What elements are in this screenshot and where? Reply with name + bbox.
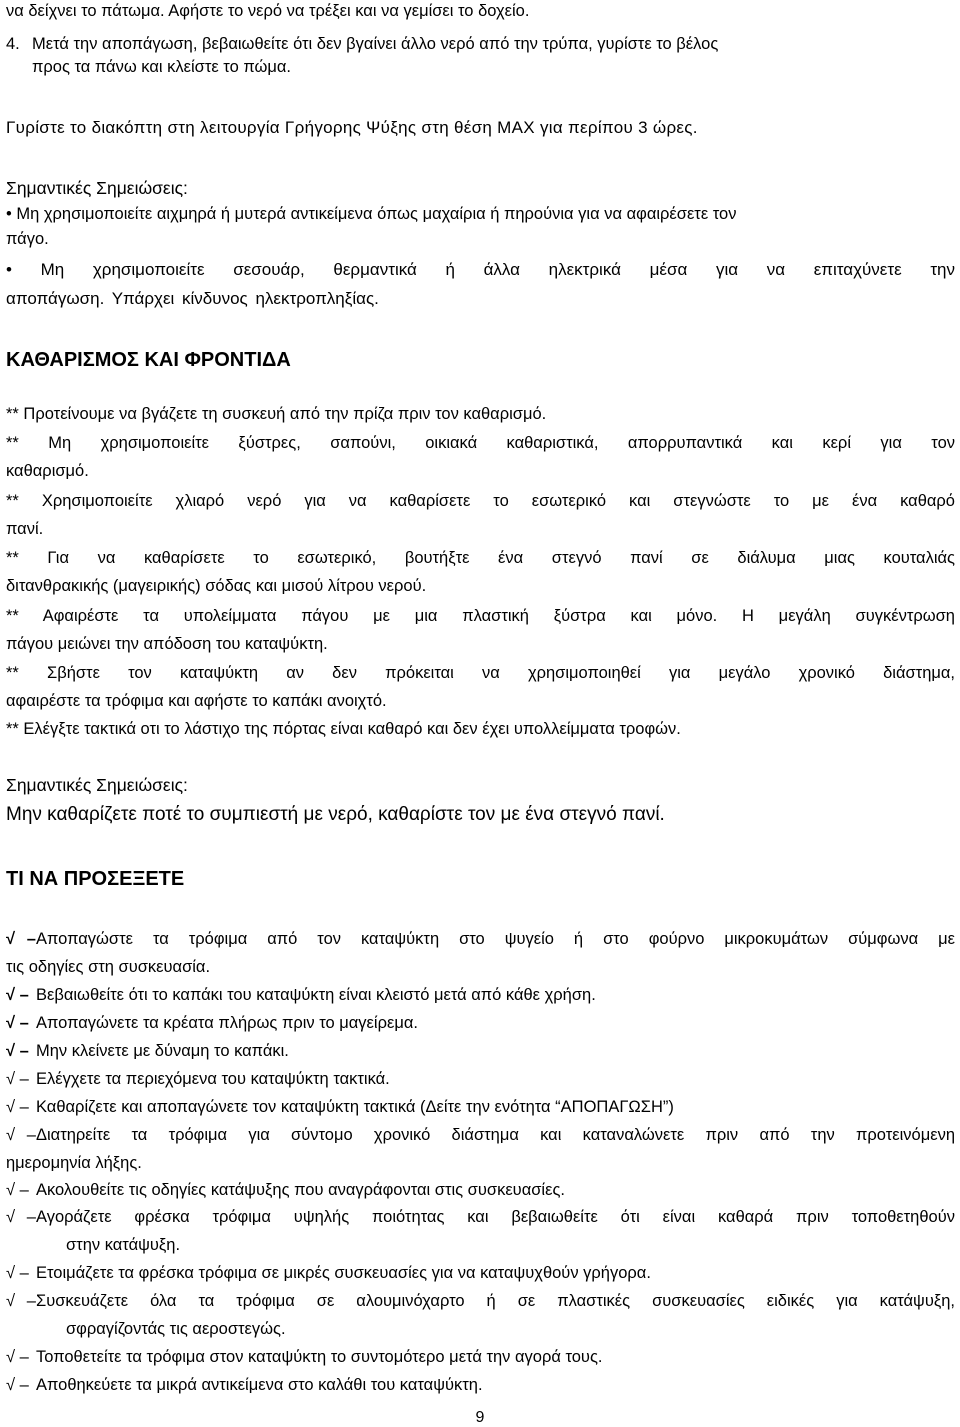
check-item-text: Καθαρίζετε και αποπαγώνετε τον καταψύκτη τακτικά (Δείτε την ενότητα “ΑΠΟΠΑΓΩΣΗ”) <box>36 1098 674 1116</box>
check-mark-icon: √ – <box>6 1070 29 1088</box>
section-heading-cleaning: ΚΑΘΑΡΙΣΜΟΣ ΚΑΙ ΦΡΟΝΤΙΔΑ <box>6 349 291 371</box>
check-item <box>6 1068 955 1090</box>
check-mark-icon: √ – <box>6 1208 36 1226</box>
check-item <box>6 1012 955 1034</box>
check-item <box>6 1040 955 1062</box>
check-item <box>6 1346 955 1368</box>
cleaning-line-continuation: πανί. <box>6 520 44 538</box>
note-bullet-continuation: αποπάγωση. Υπάρχει κίνδυνος ηλεκτροπληξίας. <box>6 289 379 308</box>
cleaning-line-continuation: διτανθρακικής (μαγειρικής) σόδας και μισού λίτρου νερού. <box>6 577 427 595</box>
check-mark-icon: √ – <box>6 1292 36 1310</box>
cleaning-line-continuation: καθαρισμό. <box>6 462 89 480</box>
check-item-text: Ελέγχετε τα περιεχόμενα του καταψύκτη τακτικά. <box>36 1070 390 1088</box>
check-mark-icon: √ – <box>6 1376 29 1394</box>
check-item-continuation: στην κατάψυξη. <box>66 1236 181 1254</box>
check-item-text: Αποπαγώνετε τα κρέατα πλήρως πριν το μαγείρεμα. <box>36 1014 418 1032</box>
check-item-continuation: σφραγίζοντάς τις αεροστεγώς. <box>66 1320 286 1338</box>
check-mark-icon: √ – <box>6 1098 29 1116</box>
check-item-text: Βεβαιωθείτε ότι το καπάκι του καταψύκτη είναι κλειστό μετά από κάθε χρήση. <box>36 986 596 1004</box>
check-item-text: Ετοιμάζετε τα φρέσκα τρόφιμα σε μικρές συσκευασίες για να καταψυχθούν γρήγορα. <box>36 1264 651 1282</box>
check-item <box>6 1096 955 1118</box>
check-item <box>6 1262 955 1284</box>
check-mark-icon: √ – <box>6 986 29 1004</box>
compressor-note: Μην καθαρίζετε ποτέ το συμπιεστή με νερό, καθαρίστε τον με ένα στεγνό πανί. <box>6 804 665 825</box>
check-mark-icon: √ – <box>6 1181 29 1199</box>
step-4-continuation: προς τα πάνω και κλείστε το πώμα. <box>32 58 292 76</box>
check-mark-icon: √ – <box>6 930 36 948</box>
notes-heading: Σημαντικές Σημειώσεις: <box>6 178 188 198</box>
check-mark-icon: √ – <box>6 1014 29 1032</box>
notes-heading: Σημαντικές Σημειώσεις: <box>6 775 188 795</box>
check-item-text: Διατηρείτε τα τρόφιμα για σύντομο χρονικό διάστημα και καταναλώνετε πριν από την προτεινόμενη <box>36 1126 955 1144</box>
cleaning-line: ** Σβήστε τον καταψύκτη αν δεν πρόκειται να χρησιμοποιηθεί για μεγάλο χρονικό διάστημα, <box>6 664 955 682</box>
check-item <box>6 1290 955 1312</box>
step-4-line <box>6 33 955 55</box>
check-item-text: Αγοράζετε φρέσκα τρόφιμα υψηλής ποιότητας και βεβαιωθείτε ότι είναι καθαρά πριν τοποθετηθούν <box>36 1208 955 1226</box>
check-mark-icon: √ – <box>6 1126 36 1144</box>
note-bullet: • Μη χρησιμοποιείτε αιχμηρά ή μυτερά αντικείμενα όπως μαχαίρια ή πηρούνια για να αφαιρέσετε τον <box>6 205 737 223</box>
check-mark-icon: √ – <box>6 1042 29 1060</box>
check-item-text: Μην κλείνετε με δύναμη το καπάκι. <box>36 1042 289 1060</box>
check-item <box>6 1179 955 1201</box>
page-number: 9 <box>475 1409 485 1426</box>
step-number: 4. <box>6 35 20 53</box>
check-item <box>6 1124 955 1146</box>
check-item-text: Αποπαγώστε τα τρόφιμα από τον καταψύκτη στο ψυγείο ή στο φούρνο μικροκυμάτων σύμφωνα με <box>36 930 955 948</box>
check-item-text: Συσκευάζετε όλα τα τρόφιμα σε αλουμινόχαρτο ή σε πλαστικές συσκευασίες ειδικές για κατάψυξη, <box>36 1292 955 1310</box>
check-item-text: Τοποθετείτε τα τρόφιμα στον καταψύκτη το συντομότερο μετά την αγορά τους. <box>36 1348 603 1366</box>
cleaning-line: ** Μη χρησιμοποιείτε ξύστρες, σαπούνι, οικιακά καθαριστικά, απορρυπαντικά και κερί για τον <box>6 434 955 452</box>
check-item-text: Αποθηκεύετε τα μικρά αντικείμενα στο καλάθι του καταψύκτη. <box>36 1376 483 1394</box>
check-item <box>6 1374 955 1396</box>
cleaning-line: ** Χρησιμοποιείτε χλιαρό νερό για να καθαρίσετε το εσωτερικό και στεγνώστε το με ένα καθαρό <box>6 492 955 510</box>
fast-freeze-instruction: Γυρίστε το διακόπτη στη λειτουργία Γρήγορης Ψύξης στη θέση MAX για περίπου 3 ώρες. <box>6 118 698 137</box>
check-item-continuation: τις οδηγίες στη συσκευασία. <box>6 958 211 976</box>
check-mark-icon: √ – <box>6 1264 29 1282</box>
section-heading-attention: ΤΙ ΝΑ ΠΡΟΣΕΞΕΤΕ <box>6 868 185 890</box>
text-line: να δείχνει το πάτωμα. Αφήστε το νερό να τρέξει και να γεμίσει το δοχείο. <box>6 2 530 20</box>
cleaning-line: ** Αφαιρέστε τα υπολείμματα πάγου με μια πλαστική ξύστρα και μόνο. Η μεγάλη συγκέντρωση <box>6 607 955 625</box>
check-item <box>6 1206 955 1228</box>
cleaning-line-continuation: πάγου μειώνει την απόδοση του καταψύκτη. <box>6 635 328 653</box>
check-item-text: Ακολουθείτε τις οδηγίες κατάψυξης που αναγράφονται στις συσκευασίες. <box>36 1181 565 1199</box>
check-item <box>6 984 955 1006</box>
cleaning-line: ** Ελέγξτε τακτικά οτι το λάστιχο της πόρτας είναι καθαρό και δεν έχει υπολλείμματα τροφών. <box>6 720 681 738</box>
cleaning-line: ** Για να καθαρίσετε το εσωτερικό, βουτήξτε ένα στεγνό πανί σε διάλυμα μιας κουταλιάς <box>6 549 955 567</box>
check-item <box>6 928 955 950</box>
cleaning-line-continuation: αφαιρέστε τα τρόφιμα και αφήστε το καπάκι ανοιχτό. <box>6 692 387 710</box>
cleaning-line: ** Προτείνουμε να βγάζετε τη συσκευή από την πρίζα πριν τον καθαρισμό. <box>6 405 547 423</box>
note-bullet: • Μη χρησιμοποιείτε σεσουάρ, θερμαντικά ή άλλα ηλεκτρικά μέσα για να επιταχύνετε την <box>6 260 955 279</box>
note-bullet-continuation: πάγο. <box>6 230 49 248</box>
check-mark-icon: √ – <box>6 1348 29 1366</box>
check-item-continuation: ημερομηνία λήξης. <box>6 1154 142 1172</box>
step-4-text: Μετά την αποπάγωση, βεβαιωθείτε ότι δεν βγαίνει άλλο νερό από την τρύπα, γυρίστε το βέλος <box>32 35 719 53</box>
